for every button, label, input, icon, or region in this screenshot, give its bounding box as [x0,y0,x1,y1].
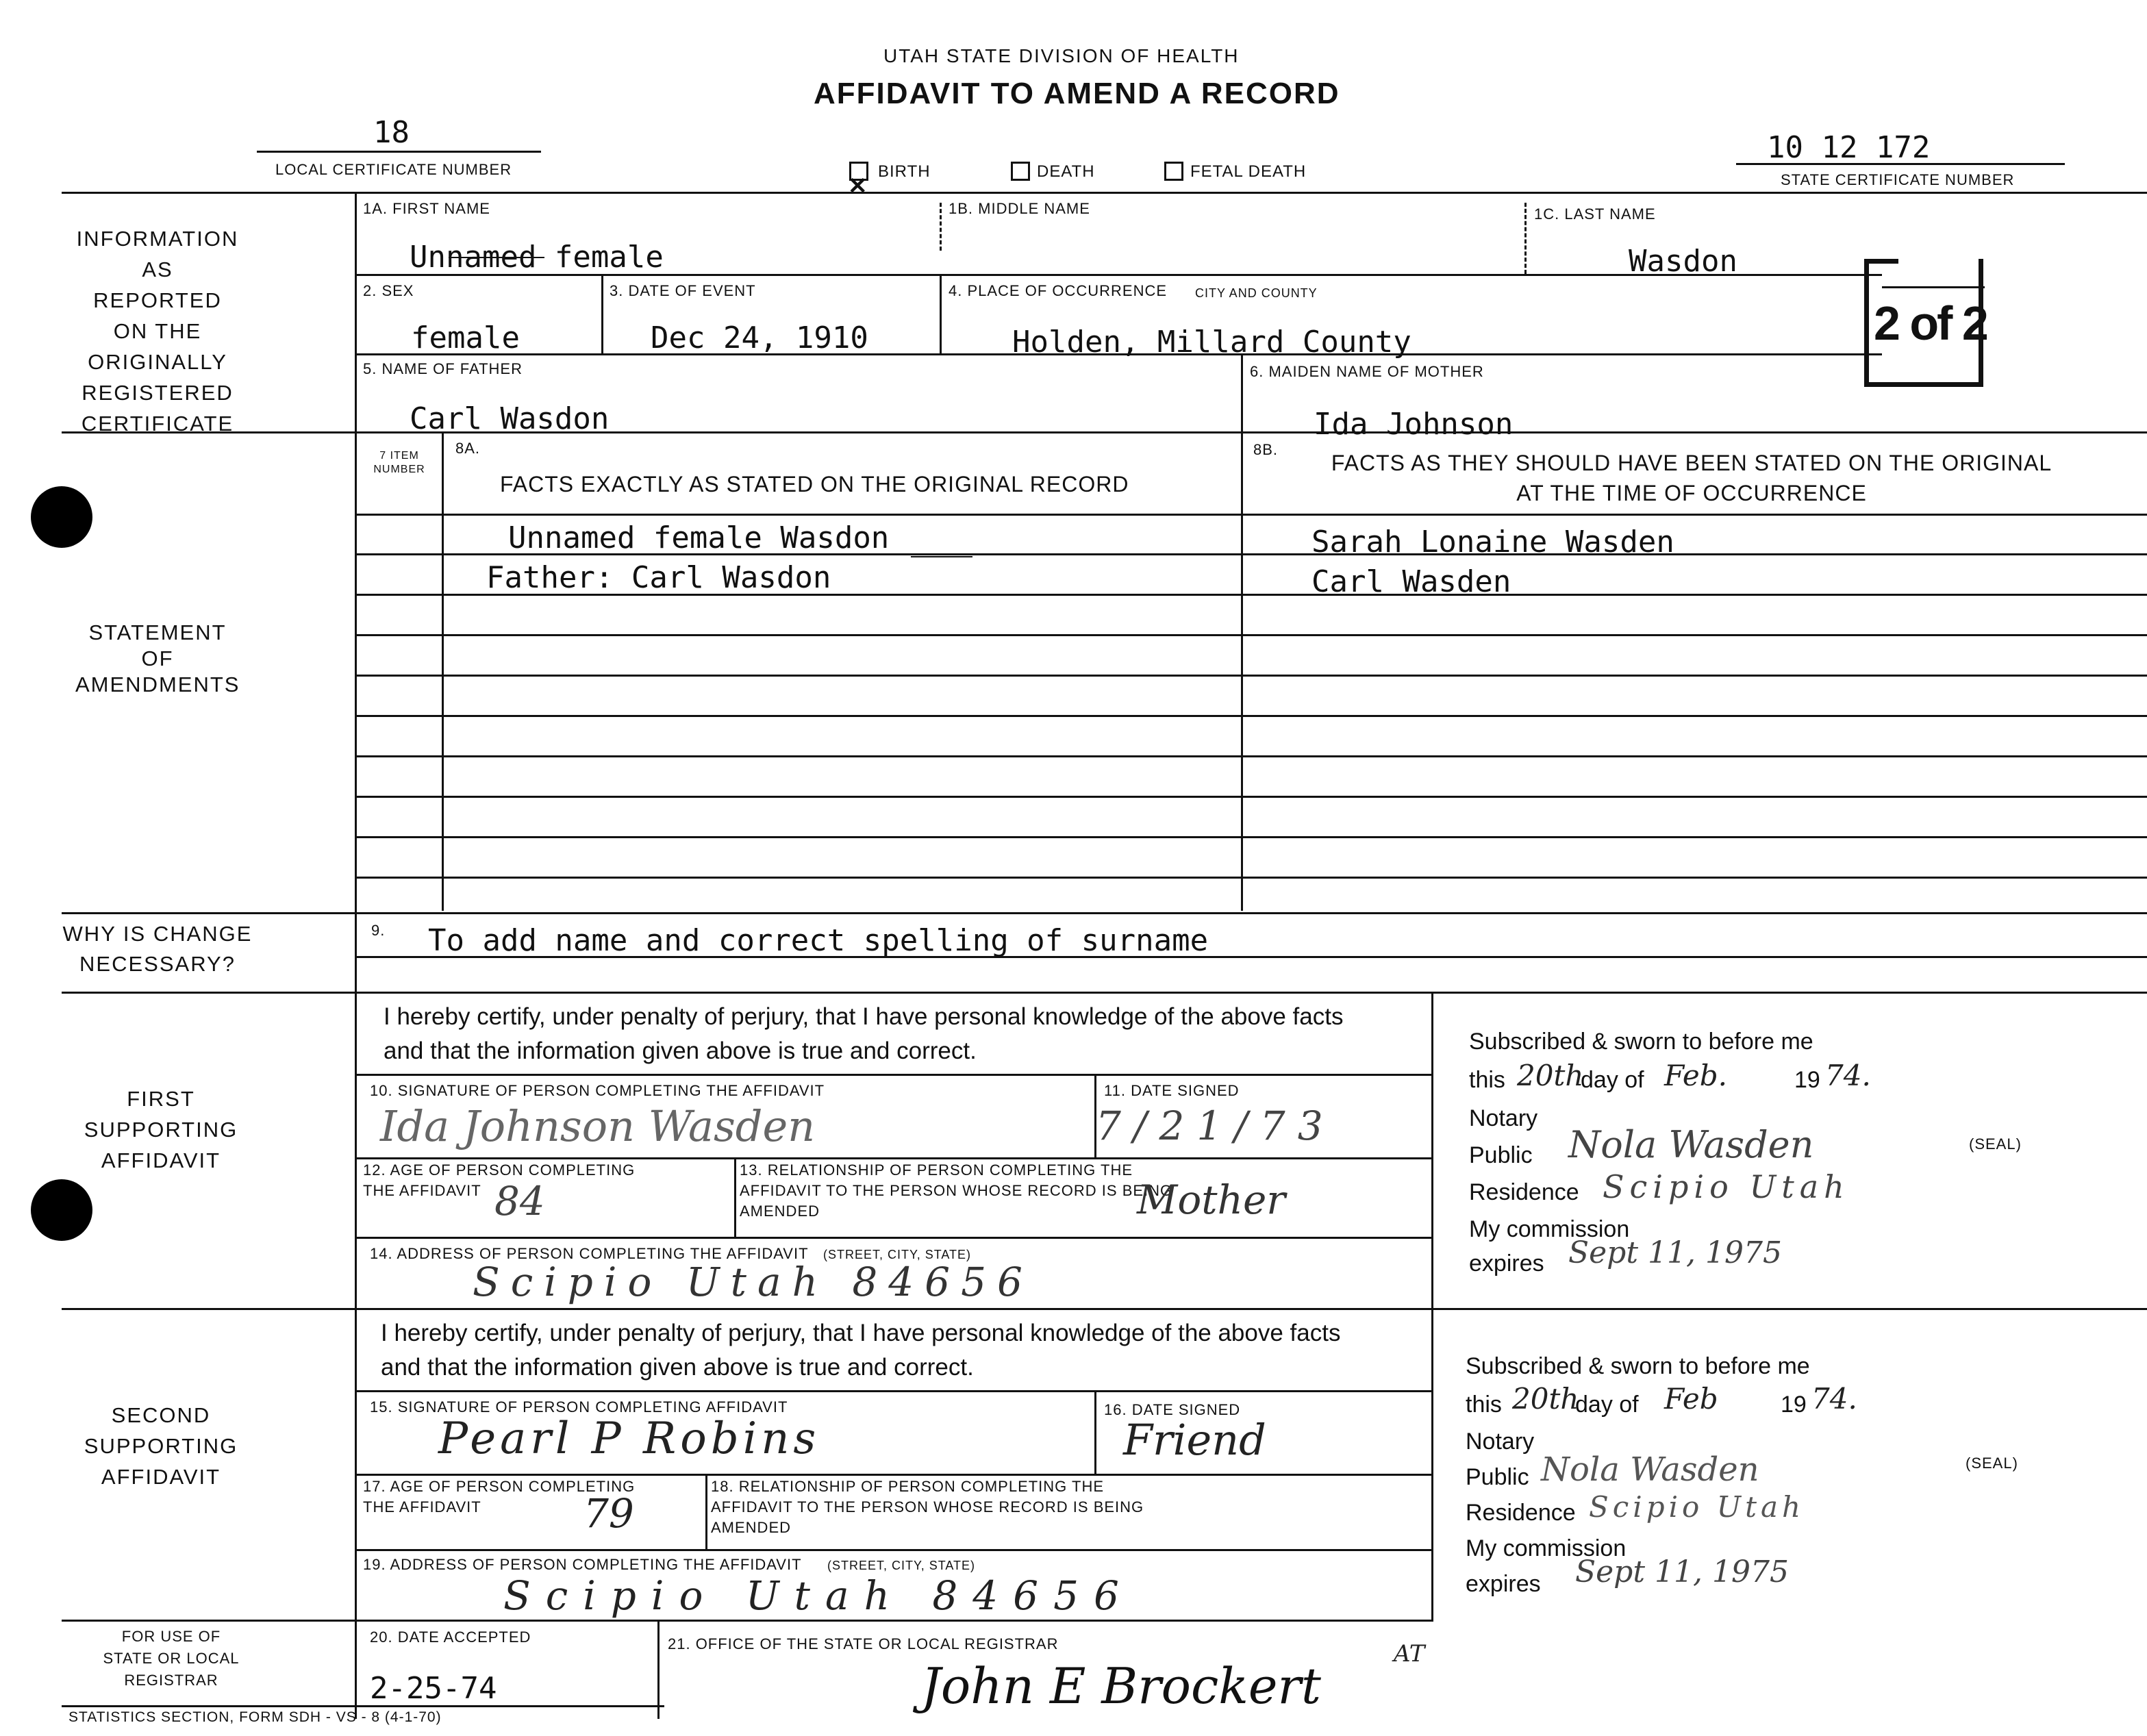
father-label: 5. NAME OF FATHER [363,360,523,377]
second-signature: Pearl P Robins [438,1413,820,1464]
second-date: Friend [1123,1415,1266,1465]
second-notary-subscribed: Subscribed & sworn to before me [1466,1353,1810,1379]
section-second-affidavit: SECOND SUPPORTING AFFIDAVIT [84,1403,238,1489]
second-notary-year-prefix: 19 [1781,1392,1807,1418]
second-notary-commission-label: My commission [1466,1535,1627,1561]
local-certificate-number: 18 [373,115,410,150]
second-notary-expires-label: expires [1466,1571,1541,1597]
section-first-affidavit: FIRST SUPPORTING AFFIDAVIT [84,1087,238,1172]
first-notary-public: Nola Wasden [1568,1123,1814,1166]
second-notary-day: 20th [1512,1382,1579,1416]
registrar-initials: AT [1394,1640,1425,1668]
second-notary-seal: (SEAL) [1966,1455,2018,1472]
fetal-death-checkbox[interactable] [1164,162,1183,181]
second-notary-residence-label: Residence [1466,1500,1576,1526]
second-certify-text: I hereby certify, under penalty of perjury, that I have personal knowledge of the above facts and that the information given above is true and correct. [381,1320,1341,1381]
second-relationship-label: 18. RELATIONSHIP OF PERSON COMPLETING THE AFFIDAVIT TO THE PERSON WHOSE RECORD IS BEING AMENDED [711,1478,1144,1536]
first-address-sublabel: (STREET, CITY, STATE) [823,1248,972,1261]
first-age: 84 [494,1178,545,1224]
first-notary-month: Feb. [1664,1059,1727,1092]
first-address-label: 14. ADDRESS OF PERSON COMPLETING THE AFFIDAVIT [370,1245,809,1262]
first-notary-expires: Sept 11, 1975 [1568,1235,1782,1270]
first-notary-label: Notary [1469,1105,1538,1131]
first-notary-year-prefix: 19 [1794,1067,1820,1093]
first-relationship-label: 13. RELATIONSHIP OF PERSON COMPLETING THE AFFIDAVIT TO THE PERSON WHOSE RECORD IS BEING AMENDED [740,1161,1173,1220]
form-title: AFFIDAVIT TO AMEND A RECORD [814,77,1340,110]
agency-name: UTAH STATE DIVISION OF HEALTH [883,45,1240,66]
first-notary-residence: Scipio Utah [1603,1168,1850,1205]
death-label: DEATH [1037,162,1095,181]
reason-value: To add name and correct spelling of surname [428,923,1209,958]
second-date-label: 16. DATE SIGNED [1104,1401,1241,1418]
first-date-label: 11. DATE SIGNED [1104,1082,1240,1099]
place-value: Holden, Millard County [1012,325,1411,360]
first-notary-commission-label: My commission [1469,1216,1630,1242]
second-notary-label: Notary [1466,1429,1535,1455]
registrar-office-label: 21. OFFICE OF THE STATE OR LOCAL REGISTRAR [668,1635,1059,1652]
mother-value: Ida Johnson [1314,407,1514,442]
first-notary-this: this [1469,1067,1505,1093]
date-of-event-value: Dec 24, 1910 [651,320,868,355]
mother-label: 6. MAIDEN NAME OF MOTHER [1250,363,1484,380]
second-notary-expires: Sept 11, 1975 [1575,1555,1789,1589]
second-notary-month: Feb [1664,1382,1718,1416]
page-stamp-top [1864,259,1898,264]
middle-name-label: 1B. MIDDLE NAME [949,200,1090,217]
punch-hole-top [31,486,92,548]
death-checkbox[interactable] [1011,162,1030,181]
first-address: Scipio Utah 84656 [473,1259,1033,1305]
second-notary-year: 74. [1811,1382,1857,1416]
second-age: 79 [583,1490,634,1537]
second-age-label: 17. AGE OF PERSON COMPLETING THE AFFIDAVIT [363,1478,636,1515]
first-relationship: Mother [1137,1177,1286,1223]
first-notary-residence-label: Residence [1469,1179,1579,1205]
date-of-event-label: 3. DATE OF EVENT [610,282,756,299]
section-why-change: WHY IS CHANGE NECESSARY? [62,922,253,976]
last-name-value: Wasdon [1629,244,1737,279]
amendment-row-1-original: Unnamed female Wasdon [508,520,890,555]
first-date: 7/21/73 [1096,1103,1335,1149]
second-address-label: 19. ADDRESS OF PERSON COMPLETING THE AFFIDAVIT [363,1556,802,1573]
first-certify-text: I hereby certify, under penalty of perjury, that I have personal knowledge of the above facts and that the information given above is true and correct. [384,1003,1344,1064]
item-number-header: 7 ITEM NUMBER [373,450,425,475]
first-notary-seal: (SEAL) [1969,1135,2022,1153]
father-value: Carl Wasdon [410,401,610,436]
registrar-signature: John E Brockert [921,1657,1321,1715]
reason-number: 9. [371,922,386,939]
col-b-number: 8B. [1253,441,1279,458]
second-signature-label: 15. SIGNATURE OF PERSON COMPLETING AFFIDAVIT [370,1398,788,1416]
form-footer: STATISTICS SECTION, FORM SDH - VS - 8 (4-1-70) [68,1709,442,1725]
local-certificate-label: LOCAL CERTIFICATE NUMBER [275,161,512,178]
section-original-info: INFORMATION AS REPORTED ON THE ORIGINALLY REGISTERED CERTIFICATE [76,227,239,436]
second-address-sublabel: (STREET, CITY, STATE) [827,1559,976,1572]
last-name-label: 1C. LAST NAME [1534,205,1656,223]
first-notary-day: 20th [1517,1059,1584,1092]
date-accepted-label: 20. DATE ACCEPTED [370,1628,531,1646]
place-label: 4. PLACE OF OCCURRENCE [949,282,1168,299]
birth-check-mark: ✕ [848,173,868,199]
second-address: Scipio Utah 84656 [503,1572,1134,1619]
second-notary-day-of: day of [1575,1392,1639,1418]
fetal-death-label: FETAL DEATH [1190,162,1307,181]
first-name-label: 1A. FIRST NAME [363,200,490,217]
first-notary-year: 74. [1825,1059,1871,1092]
second-notary-this: this [1466,1392,1502,1418]
birth-label: BIRTH [878,162,931,181]
first-notary-subscribed: Subscribed & sworn to before me [1469,1029,1813,1055]
col-a-number: 8A. [455,440,481,457]
first-age-label: 12. AGE OF PERSON COMPLETING THE AFFIDAVIT [363,1161,636,1199]
amendment-row-2-original: Father: Carl Wasdon [486,560,831,595]
second-notary-public-label: Public [1466,1464,1529,1490]
sex-value: female [411,320,520,355]
amendment-row-1-corrected: Sarah Lonaine Wasden [1311,525,1674,559]
place-sublabel: CITY AND COUNTY [1195,286,1318,300]
state-certificate-number: 10 12 172 [1767,130,1931,165]
col-b-header: FACTS AS THEY SHOULD HAVE BEEN STATED ON THE ORIGINAL AT THE TIME OF OCCURRENCE [1331,451,2052,505]
first-signature: Ida Johnson Wasden [380,1101,816,1151]
first-signature-label: 10. SIGNATURE OF PERSON COMPLETING THE AFFIDAVIT [370,1082,825,1099]
section-amendments: STATEMENT OF AMENDMENTS [75,620,240,696]
first-name-value: Unnamed female [410,240,664,275]
state-certificate-label: STATE CERTIFICATE NUMBER [1781,171,2015,188]
first-notary-expires-label: expires [1469,1250,1544,1276]
page-stamp-text: 2 of 2 [1874,297,1987,350]
amendment-row-2-corrected: Carl Wasden [1311,564,1511,599]
first-notary-day-of: day of [1581,1067,1644,1093]
section-registrar: FOR USE OF STATE OR LOCAL REGISTRAR [103,1628,240,1689]
punch-hole-bottom [31,1179,92,1241]
date-accepted-value: 2-25-74 [370,1671,497,1706]
sex-label: 2. SEX [363,282,414,299]
first-notary-public-label: Public [1469,1142,1533,1168]
second-notary-residence: Scipio Utah [1589,1490,1805,1524]
col-a-header: FACTS EXACTLY AS STATED ON THE ORIGINAL RECORD [500,472,1129,496]
second-notary-public: Nola Wasden [1541,1450,1759,1489]
